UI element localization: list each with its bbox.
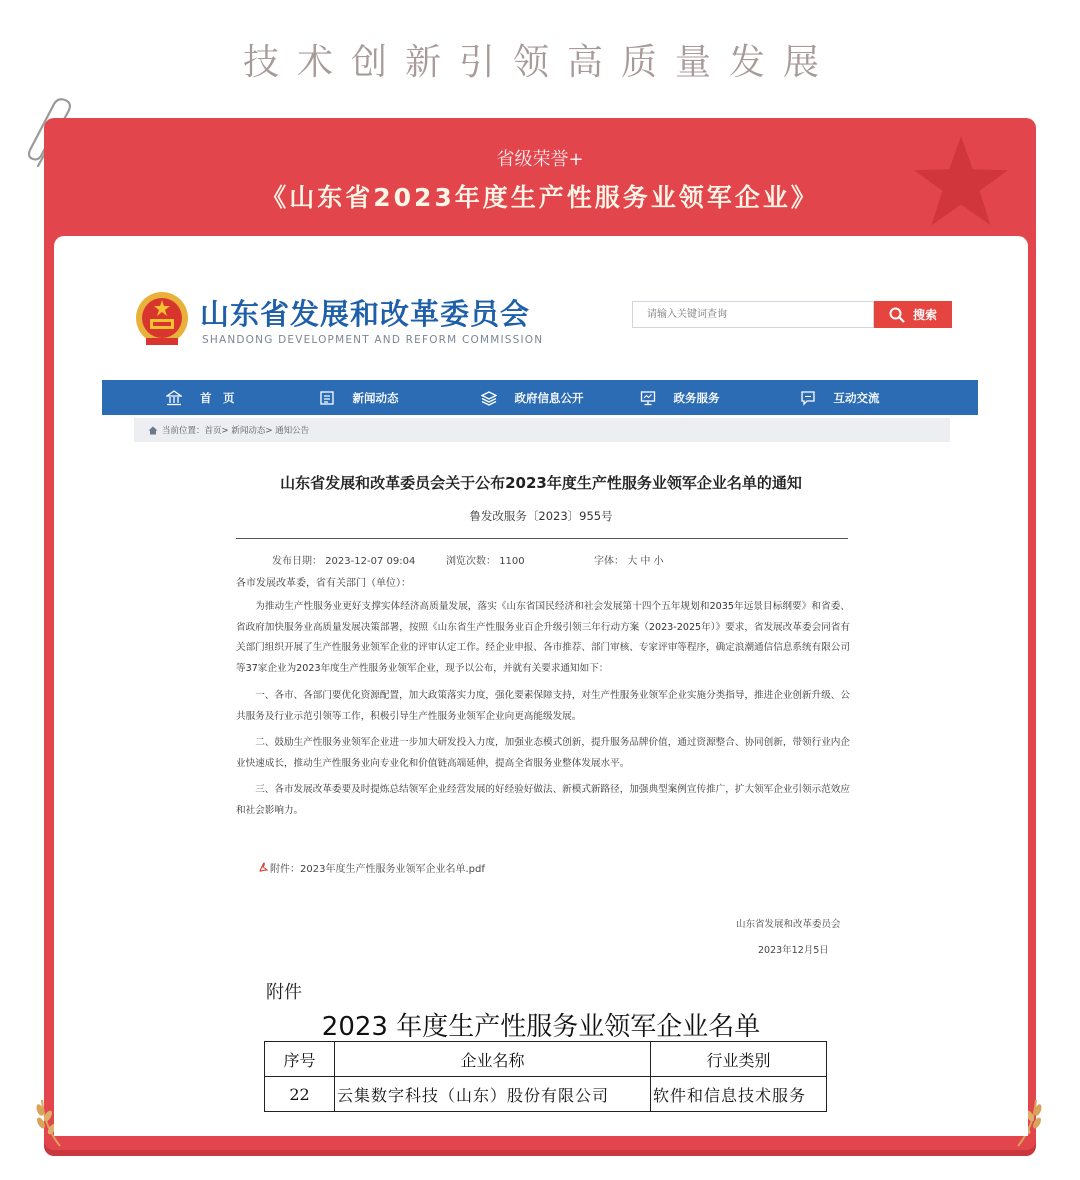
nav-item-news[interactable]	[319, 390, 399, 406]
layers-icon	[481, 390, 497, 406]
notice-paragraph: 一、各市、各部门要优化资源配置，加大政策落实力度，强化要素保障支持，对生产性服务业领军企业实施分类指导，推进企业创新升级、公共服务及行业示范引领等工作，积极引导生产性服务业领军企业向更高能级发展。	[236, 690, 850, 722]
enterprise-table	[264, 1041, 827, 1112]
signature-date: 2023年12月5日	[758, 945, 829, 956]
view-count-label: 浏览次数：	[446, 556, 496, 567]
font-size-options[interactable]: 大 中 小	[627, 556, 664, 567]
view-count-value: 1100	[499, 556, 525, 567]
monitor-icon	[640, 390, 656, 406]
national-emblem-icon	[134, 290, 190, 350]
table-row	[265, 1077, 827, 1112]
search-input[interactable]	[633, 302, 873, 327]
search-field[interactable]	[632, 301, 874, 328]
notice-paragraph: 三、各市发展改革委要及时提炼总结领军企业经营发展的好经验好做法、新模式新路径，加强典型案例宣传推广，扩大领军企业引领示范效应和社会影响力。	[236, 784, 850, 816]
search-button-label: 搜索	[912, 308, 937, 322]
view-count	[446, 552, 525, 567]
addressee: 各市发展改革委，省有关部门（单位）：	[236, 578, 411, 589]
main-nav	[102, 380, 978, 415]
site-name[interactable]: 山东省发展和改革委员会	[200, 297, 531, 331]
screenshot-panel	[54, 236, 1028, 1136]
column-header-no: 序号	[265, 1042, 335, 1077]
publish-date-label: 发布日期：	[272, 556, 322, 567]
nav-label: 首 页	[200, 390, 235, 405]
nav-item-services[interactable]	[640, 390, 720, 406]
table-header-row	[265, 1042, 827, 1077]
publish-date	[272, 552, 415, 567]
cell-company: 云集数字科技（山东）股份有限公司	[335, 1077, 651, 1112]
breadcrumb	[134, 418, 950, 442]
home-icon	[166, 390, 182, 406]
nav-item-gov-info[interactable]	[481, 390, 584, 406]
notice-paragraph: 为推动生产性服务业更好支撑实体经济高质量发展，落实《山东省国民经济和社会发展第十四个五年规划和2035年远景目标纲要》和省委、省政府加快服务业高质量发展决策部署，按照《山东省生产性服务业百企升级引领三年行动方案（2023-2025年）》要求，省发展改革委会同省有关部门组织开展了生产性服务业领军企业的评审认定工作。经企业申报、各市推荐、部门审核、专家评审等程序，确定浪潮通信信息系统有限公司等37家企业为2023年度生产性服务业领军企业，现予以公布，并就有关要求通知如下：	[236, 601, 850, 674]
publish-date-value: 2023-12-07 09:04	[325, 556, 416, 567]
notice-title: 山东省发展和改革委员会关于公布2023年度生产性服务业领军企业名单的通知	[280, 474, 802, 492]
column-header-name: 企业名称	[335, 1042, 651, 1077]
nav-item-home[interactable]	[166, 390, 235, 406]
site-name-en: SHANDONG DEVELOPMENT AND REFORM COMMISSION	[202, 334, 544, 346]
divider	[236, 538, 848, 539]
news-icon	[319, 390, 335, 406]
breadcrumb-text[interactable]: 当前位置：首页> 新闻动态> 通知公告	[162, 426, 310, 436]
search-icon	[889, 307, 905, 323]
attachment-label: 附件：2023年度生产性服务业领军企业名单.pdf	[270, 864, 485, 875]
attachment-link[interactable]	[258, 860, 485, 875]
column-header-industry: 行业类别	[651, 1042, 827, 1077]
page-slogan: 技术创新引领高质量发展	[242, 42, 837, 83]
nav-item-interaction[interactable]	[800, 390, 880, 406]
notice-paragraph: 二、鼓励生产性服务业领军企业进一步加大研发投入力度，加强业态模式创新，提升服务品牌价值，通过资源整合、协同创新，带领行业内企业快速成长，推动生产性服务业向专业化和价值链高端延伸，提高全省服务业整体发展水平。	[236, 737, 850, 769]
card-title: 《山东省2023年度生产性服务业领军企业》	[261, 183, 819, 212]
cell-no: 22	[265, 1077, 335, 1112]
nav-label: 互动交流	[833, 390, 880, 405]
chat-icon	[800, 390, 816, 406]
card-subtitle: 省级荣誉+	[496, 149, 584, 170]
font-size-label: 字体：	[594, 556, 624, 567]
nav-label: 政务服务	[673, 390, 720, 405]
appendix-label: 附件	[266, 982, 302, 1003]
star-icon	[912, 134, 1010, 228]
home-small-icon	[148, 426, 158, 435]
document-number: 鲁发改服务〔2023〕955号	[469, 509, 613, 523]
nav-label: 新闻动态	[352, 390, 399, 405]
search-button[interactable]	[874, 301, 952, 328]
pdf-icon	[258, 862, 268, 873]
signature-org: 山东省发展和改革委员会	[736, 919, 841, 930]
font-size-switcher	[594, 552, 664, 567]
cell-industry: 软件和信息技术服务	[651, 1077, 827, 1112]
appendix-title: 2023 年度生产性服务业领军企业名单	[321, 1012, 761, 1042]
nav-label: 政府信息公开	[514, 390, 584, 405]
